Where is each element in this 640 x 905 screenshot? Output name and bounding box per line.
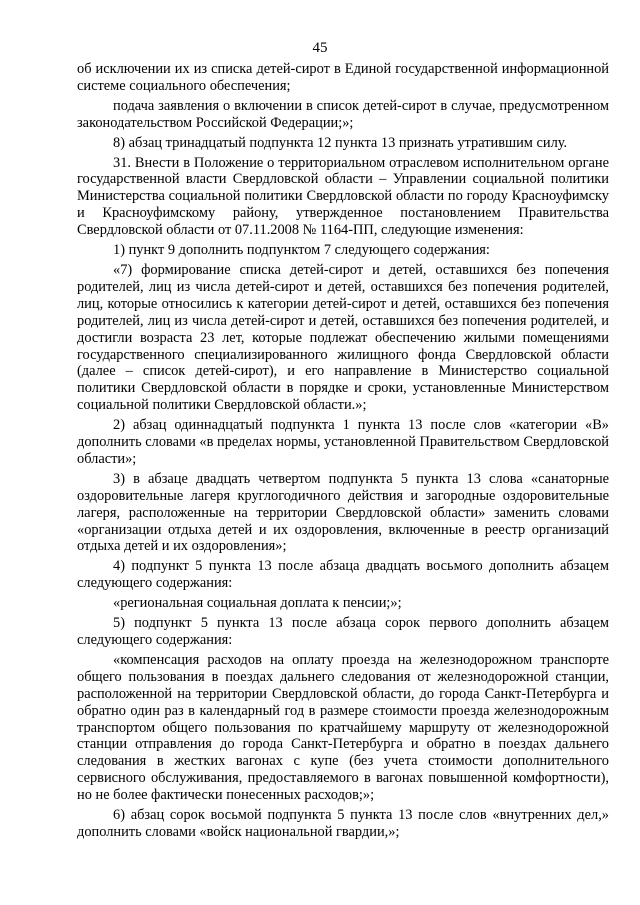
- paragraph: 2) абзац одиннадцатый подпункта 1 пункта 13 после слов «категории «В» дополнить словами «в пределах нормы, установленной Правительством Свердловской области»;: [77, 417, 609, 467]
- paragraph: 4) подпункт 5 пункта 13 после абзаца двадцать восьмого дополнить абзацем следующего содержания:: [77, 558, 609, 592]
- paragraph: об исключении их из списка детей-сирот в Единой государственной информационной системе социального обеспечения;: [77, 61, 609, 94]
- paragraph: «7) формирование списка детей-сирот и детей, оставшихся без попечения родителей, лиц из числа детей-сирот и детей, оставшихся без попечения родителей, лиц, которые относились к категории детей-сирот и детей, оставшихся без попечения родителей, лиц из числа детей-сирот и детей, оставшихся без попечения родителей, и достигли возраста 23 лет, которые подлежат обеспечению жилыми помещениями государственного специализированного жилищного фонда Свердловской области (далее – список детей-сирот), и его направление в Министерство социальной политики Свердловской области в порядке и сроки, установленные Министерством социальной политики Свердловской области.»;: [77, 261, 609, 414]
- paragraph: «региональная социальная доплата к пенсии;»;: [113, 595, 402, 612]
- page-number: 45: [312, 40, 328, 56]
- paragraph: 31. Внести в Положение о территориальном отраслевом исполнительном органе государственной власти Свердловской области – Управлении социальной политики Министерства социальной политики Свердловской области по городу Красноуфимску и Красноуфимскому району, утвержденное постановлением Правительства Свердловской области от 07.11.2008 № 1164-ПП, следующие изменения:: [77, 154, 609, 239]
- paragraph: «компенсация расходов на оплату проезда на железнодорожном транспорте общего пользования в поездах дальнего следования от железнодорожной станции, расположенной на территории Свердловской области, до города Санкт-Петербурга и обратно один раз в календарный год в размере стоимости проезда железнодорожным транспортом общего пользования по кратчайшему маршруту от железнодорожной станции отправления до города Санкт-Петербурга и обратно в поездах дальнего следования в жестких вагонах с купе (без учета стоимости дополнительного сервисного обслуживания, предоставляемого в вагонах повышенной комфортности), но не более фактически понесенных расходов;»;: [77, 651, 609, 804]
- document-body: [77, 61, 609, 844]
- paragraph: 8) абзац тринадцатый подпункта 12 пункта 13 признать утратившим силу.: [113, 134, 568, 151]
- paragraph: 3) в абзаце двадцать четвертом подпункта 5 пункта 13 слова «санаторные оздоровительные лагеря круглогодичного действия и загородные оздоровительные лагеря, расположенные на территории Свердловской области» заменить словами «организации отдыха детей и их оздоровления, включенные в реестр организаций отдыха детей и их оздоровления»;: [77, 470, 609, 555]
- paragraph: 5) подпункт 5 пункта 13 после абзаца сорок первого дополнить абзацем следующего содержания:: [77, 615, 609, 648]
- paragraph: подача заявления о включении в список детей-сирот в случае, предусмотренном законодательством Российской Федерации;»;: [77, 97, 609, 131]
- paragraph: 6) абзац сорок восьмой подпункта 5 пункта 13 после слов «внутренних дел,» дополнить словами «войск национальной гвардии,»;: [77, 807, 609, 840]
- paragraph: 1) пункт 9 дополнить подпунктом 7 следующего содержания:: [113, 242, 490, 259]
